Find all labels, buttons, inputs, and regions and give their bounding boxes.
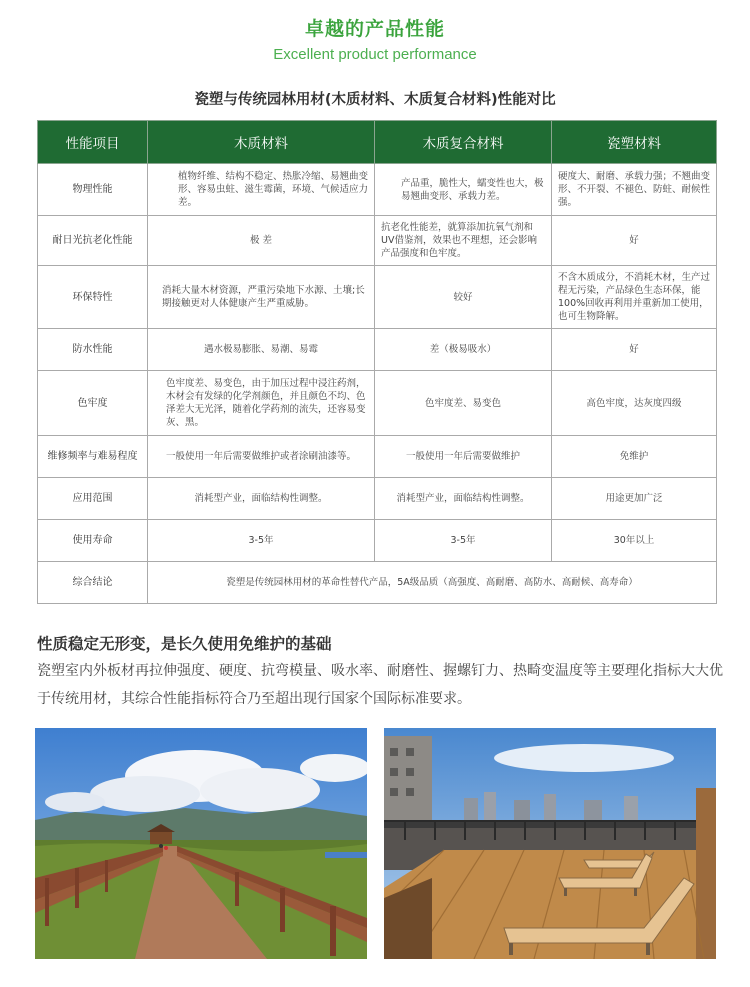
table-cell: 较好 <box>375 266 552 329</box>
table-cell: 极 差 <box>148 216 375 266</box>
table-cell: 消耗型产业，面临结构性调整。 <box>148 477 375 519</box>
row-label: 物理性能 <box>38 164 148 216</box>
table-cell: 抗老化性能差，就算添加抗氧气剂和UV借鉴剂，效果也不理想，还会影响产品强度和色牢度。 <box>375 216 552 266</box>
table-cell: 不含木质成分，不消耗木材，生产过程无污染，产品绿色生态环保，能100%回收再利用并重新加工使用，也可生物降解。 <box>552 266 717 329</box>
table-cell: 3-5年 <box>148 519 375 561</box>
table-cell: 色牢度差、易变色，由于加压过程中浸注药剂，木材会有发绿的化学剂颜色，并且颜色不均、色泽差大无光泽，随着化学药剂的流失，还容易变灰、黑。 <box>148 371 375 435</box>
row-label: 使用寿命 <box>38 519 148 561</box>
table-row <box>38 216 717 266</box>
table-cell: 好 <box>552 329 717 371</box>
table-cell: 30年以上 <box>552 519 717 561</box>
table-cell: 消耗型产业，面临结构性调整。 <box>375 477 552 519</box>
row-label: 环保特性 <box>38 266 148 329</box>
table-subtitle: 瓷塑与传统园林用材(木质材料、木质复合材料)性能对比 <box>194 92 556 108</box>
row-label: 维修频率与难易程度 <box>38 435 148 477</box>
table-cell: 好 <box>552 216 717 266</box>
table-row <box>38 329 717 371</box>
table-cell: 消耗大量木材资源，严重污染地下水源、土壤;长期接触更对人体健康产生严重威胁。 <box>148 266 375 329</box>
column-header: 木质材料 <box>148 121 375 164</box>
table-cell: 高色牢度，达灰度四级 <box>552 371 717 435</box>
column-header: 瓷塑材料 <box>552 121 717 164</box>
row-label: 防水性能 <box>38 329 148 371</box>
column-header: 性能项目 <box>38 121 148 164</box>
comparison-table <box>37 120 717 604</box>
boardwalk-photo <box>35 728 367 959</box>
row-label: 耐日光抗老化性能 <box>38 216 148 266</box>
table-cell: 一般使用一年后需要做维护 <box>375 435 552 477</box>
table-cell: 遇水极易膨胀、易潮、易霉 <box>148 329 375 371</box>
table-cell: 色牢度差、易变色 <box>375 371 552 435</box>
table-cell: 植物纤维、结构不稳定、热胀冷缩、易翘曲变形、容易虫蛀、滋生霉菌，环境、气候适应力差。 <box>148 164 375 216</box>
section-title: 性质稳定无形变，是长久使用免维护的基础 <box>37 635 332 653</box>
table-cell: 免维护 <box>552 435 717 477</box>
table-row <box>38 266 717 329</box>
page-title-en: Excellent product performance <box>273 46 477 63</box>
section-body: 瓷塑室内外板材再拉伸强度、硬度、抗弯模量、吸水率、耐磨性、握螺钉力、热畸变温度等主要理化指标大大优于传统用材，其综合性能指标符合乃至超出现行国家个国际标准要求。 <box>37 663 723 707</box>
table-cell: 一般使用一年后需要做维护或者涂刷油漆等。 <box>148 435 375 477</box>
table-cell: 硬度大、耐磨、承载力强；不翘曲变形、不开裂、不褪色、防蛀、耐候性强。 <box>552 164 717 216</box>
table-header-row <box>38 121 717 164</box>
table-cell: 用途更加广泛 <box>552 477 717 519</box>
table-cell: 产品重，脆性大，蠕变性也大，极易翘曲变形、承载力差。 <box>375 164 552 216</box>
table-row <box>38 477 717 519</box>
row-label: 应用范围 <box>38 477 148 519</box>
table-row <box>38 435 717 477</box>
table-cell: 3-5年 <box>375 519 552 561</box>
rooftop-deck-photo <box>384 728 716 959</box>
row-label: 色牢度 <box>38 371 148 435</box>
table-row <box>38 371 717 435</box>
column-header: 木质复合材料 <box>375 121 552 164</box>
table-row <box>38 561 717 603</box>
row-label: 综合结论 <box>38 561 148 603</box>
table-row <box>38 164 717 216</box>
table-cell: 差（极易吸水） <box>375 329 552 371</box>
table-row <box>38 519 717 561</box>
conclusion-cell: 瓷塑是传统园林用材的革命性替代产品，5A级品质（高强度、高耐磨、高防水、高耐候、高寿命） <box>148 561 717 603</box>
page-title: 卓越的产品性能 <box>304 18 445 40</box>
